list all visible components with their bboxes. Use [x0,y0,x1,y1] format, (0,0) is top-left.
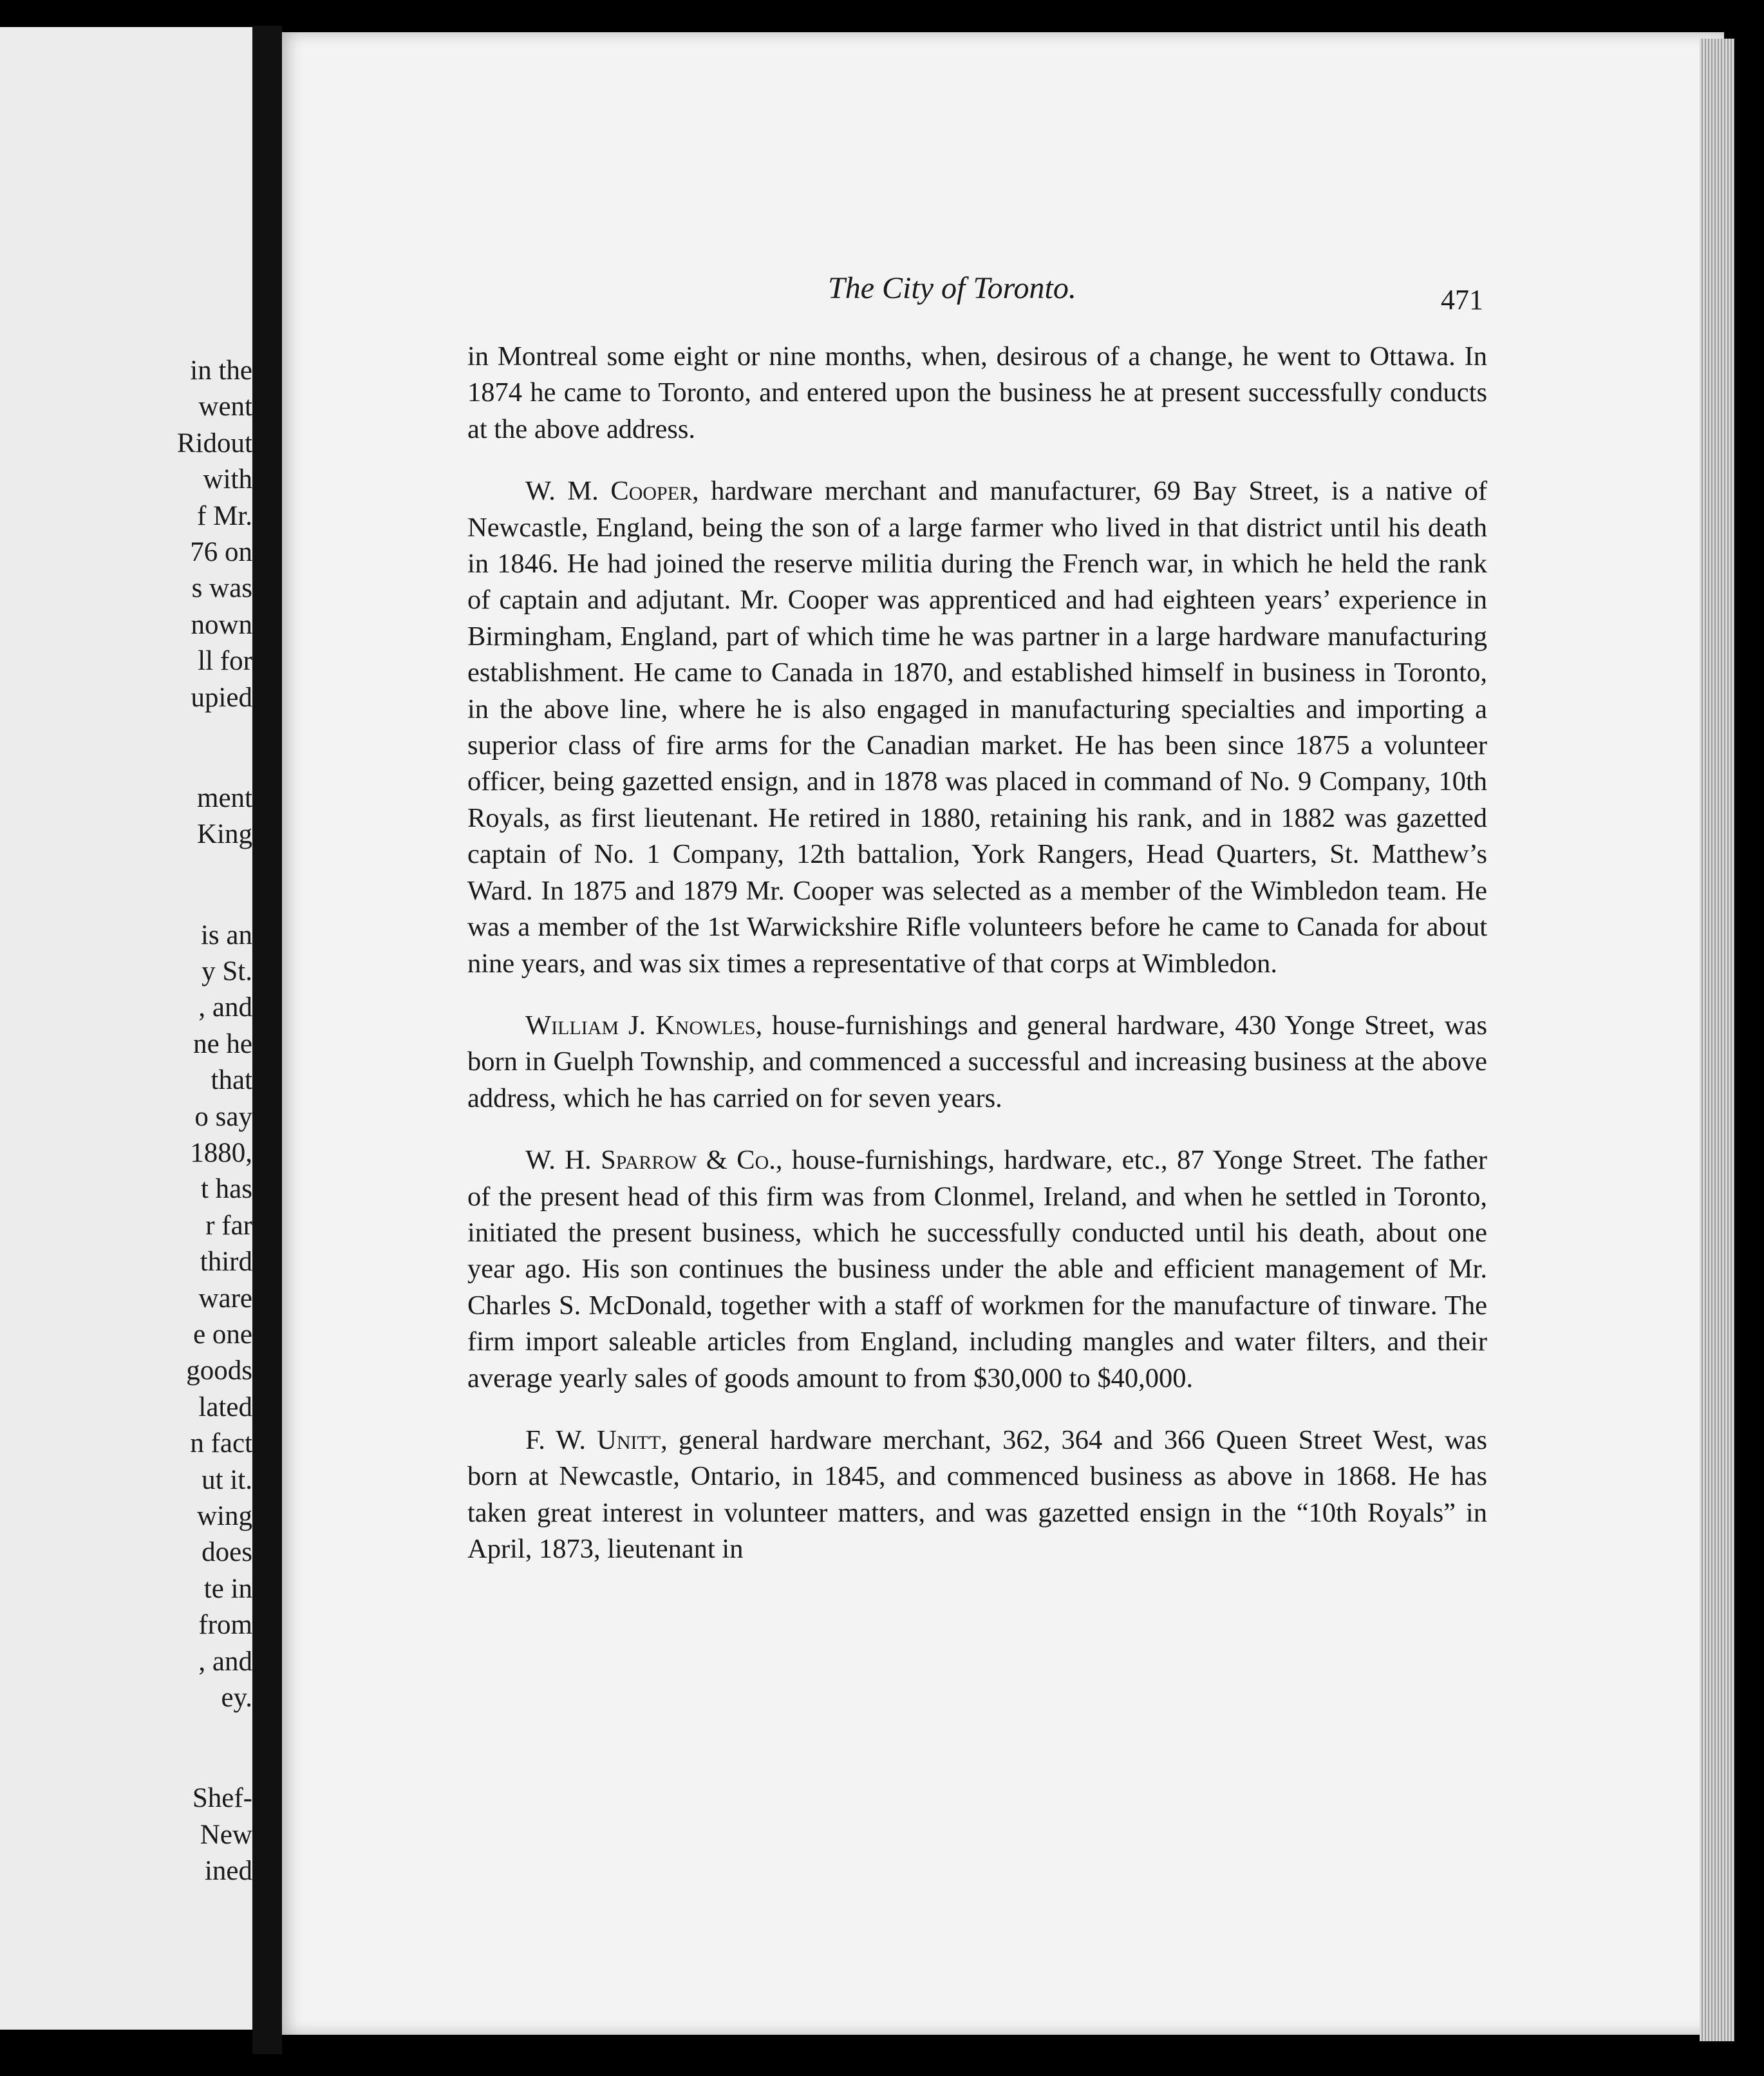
fragment-line: 76 on [190,536,252,567]
fragment-line: o say [194,1101,252,1132]
fragment-line: New [200,1819,252,1850]
entry-sparrow [467,1142,1487,1397]
fragment-line: f Mr. [197,500,252,531]
paragraph-text: in Montreal some eight or nine months, when, desirous of a change, he went to Ottawa. In 1874 he came to Toronto, and entered upon the business he at present successfully conducts at the above address. [467,341,1487,444]
entry-name: W. H. Sparrow & Co., [525,1145,783,1176]
fragment-line: ll for [198,646,252,677]
fragment-line: , and [198,1646,252,1677]
fragment-line: ey. [221,1682,252,1713]
entry-name: F. W. Unitt, [525,1424,668,1455]
fragment-line: upied [191,682,252,713]
fragment-line: n fact [190,1428,252,1459]
entry-cooper [467,473,1487,982]
entry-knowles [467,1008,1487,1117]
fragment-line: does [202,1537,252,1568]
fragment-line: went [198,392,252,422]
entry-name: W. M. Cooper, [525,476,699,507]
page-number: 471 [1441,284,1483,316]
fragment-line: e one [193,1319,252,1350]
book-gutter [252,26,282,2054]
fragment-line: ment [197,782,252,813]
fragment-line: ined [204,1856,252,1887]
entry-unitt [467,1422,1487,1568]
fragment-line: s was [191,573,252,604]
entry-text: house-furnishings and general hardware, 430 Yonge Street, was born in Guelph Township, and commenced a successful and increasing business at the above address, which he has carried on for seven years. [467,1010,1488,1113]
entry-name: William J. Knowles, [525,1010,763,1041]
fragment-line: nown [191,609,252,640]
fragment-line: ware [198,1283,252,1314]
page-body [467,339,1487,1594]
fragment-line: lated [198,1392,252,1422]
fragment-line: that [211,1065,252,1096]
fragment-line: King [197,819,252,850]
fragment-line: ne he [193,1028,252,1059]
paragraph-continuation [467,339,1487,448]
entry-text: house-furnishings, hardware, etc., 87 Yonge Street. The father of the present head of this firm was from Clonmel, Ireland, and when he settled in Toronto, initiated the present business, which he successfully conducted until his death, about one year ago. His son continues the business under the able and efficient management of Mr. Charles S. McDonald, together with a staff of workmen for the manufacture of tinware. The firm import saleable articles from England, including mangles and water filters, and their average yearly sales of goods amount to from $30,000 to $40,000. [467,1145,1487,1393]
fragment-line: is an [200,920,252,950]
fragment-line: ut it. [202,1464,252,1495]
running-title: The City of Toronto. [828,271,1076,305]
fragment-line: Shef- [192,1783,252,1814]
previous-page-edge [0,27,252,2030]
entry-text: general hardware merchant, 362, 364 and 366 Queen Street West, was born at Newcastle, Ontario, in 1845, and commenced business as above in 1868. He has taken great interest in volunteer matters, and was gazetted ensign in the “10th Royals” in April, 1873, lieutenant in [467,1424,1487,1565]
entry-text: hardware merchant and manufacturer, 69 Bay Street, is a native of Newcastle, England, being the son of a large farmer who lived in that district until his death in 1846. He had joined the reserve militia during the French war, in which he held the rank of captain and adjutant. Mr. Cooper was apprenticed and had eighteen years’ experience in Birmingham, England, part of which time he was partner in a large hardware manufacturing establishment. He came to Canada in 1870, and established himself in business in Toronto, in the above line, where he is also engaged in manufacturing specialties and importing a superior class of fire arms for the Canadian market. He has been since 1875 a volunteer officer, being gazetted ensign, and in 1878 was placed in command of No. 9 Company, 10th Royals, as first lieutenant. He retired in 1880, retaining his rank, and in 1882 was gazetted captain of No. 1 Company, 12th battalion, York Rangers, Head Quarters, St. Matthew’s Ward. In 1875 and 1879 Mr. Cooper was selected as a member of the Wimbledon team. He was a member of the 1st Warwickshire Rifle volunteers before he came to Canada for about nine years, and was six times a representative of that corps at Wimbledon. [467,476,1487,979]
fragment-line: , and [198,992,252,1023]
fragment-line: goods [186,1355,252,1386]
fragment-line: with [203,464,252,495]
fragment-line: y St. [202,956,252,987]
page-stack-edge [1700,39,1734,2041]
fragment-line: third [200,1247,252,1278]
fragment-line: t has [200,1174,252,1205]
fragment-line: 1880, [190,1138,252,1169]
fragment-line: wing [197,1500,252,1531]
fragment-line: r far [205,1210,252,1241]
fragment-line: te in [203,1573,252,1604]
fragment-line: in the [190,355,252,386]
previous-page-text-fragments [0,353,252,1889]
fragment-line: Ridout [176,428,252,458]
fragment-line: from [198,1610,252,1641]
